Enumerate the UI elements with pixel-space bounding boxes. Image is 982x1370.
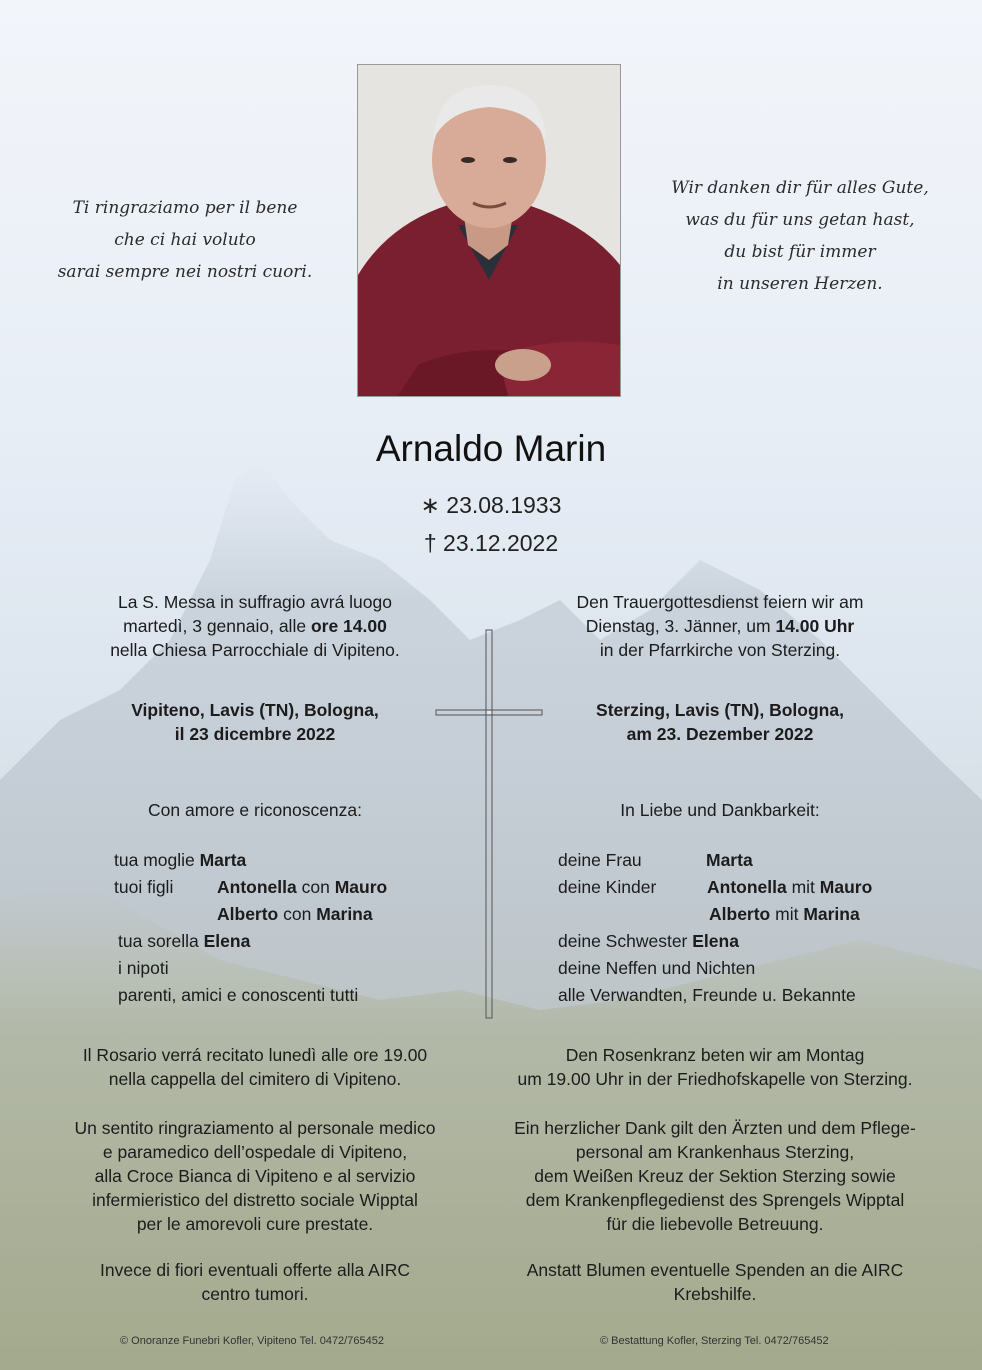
german-thanks-line: für die liebevolle Betreuung. bbox=[606, 1214, 824, 1234]
german-date: am 23. Dezember 2022 bbox=[626, 724, 814, 744]
family-label bbox=[114, 847, 246, 874]
german-mass-time: 14.00 Uhr bbox=[775, 616, 855, 636]
spouse-name: Marina bbox=[803, 904, 860, 924]
family-row bbox=[558, 928, 918, 955]
german-rosary bbox=[480, 1043, 950, 1091]
spouse-name: Mauro bbox=[334, 877, 388, 897]
family-row bbox=[558, 982, 918, 1009]
sister-label: deine Schwester bbox=[558, 931, 693, 951]
italian-rosary bbox=[40, 1043, 470, 1091]
nephews-label: deine Neffen und Nichten bbox=[558, 958, 756, 978]
italian-flowers bbox=[40, 1258, 470, 1306]
family-row bbox=[114, 982, 454, 1009]
portrait-photo bbox=[357, 64, 621, 397]
german-quote-line: du bist für immer bbox=[724, 242, 876, 262]
sister-entry bbox=[558, 928, 739, 955]
connector: con bbox=[296, 877, 335, 897]
german-mass-info bbox=[520, 590, 920, 662]
italian-mass-line: nella Chiesa Parrocchiale di Vipiteno. bbox=[110, 640, 400, 660]
italian-mass-time: ore 14.00 bbox=[310, 616, 387, 636]
relatives-label: alle Verwandten, Freunde u. Bekannte bbox=[558, 985, 856, 1005]
german-mass-line: in der Pfarrkirche von Sterzing. bbox=[599, 640, 841, 660]
family-row bbox=[114, 928, 454, 955]
italian-place-date bbox=[60, 698, 450, 746]
birth-date: ∗ 23.08.1933 bbox=[420, 492, 562, 518]
italian-family-list bbox=[114, 847, 454, 1009]
child-entry bbox=[707, 874, 872, 901]
german-quote-line: was du für uns getan hast, bbox=[685, 210, 915, 230]
wife-label: tua moglie bbox=[114, 850, 200, 870]
family-row bbox=[558, 901, 918, 928]
italian-flowers-line: centro tumori. bbox=[201, 1284, 309, 1304]
sister-name: Elena bbox=[203, 931, 251, 951]
italian-rosary-line: Il Rosario verrá recitato lunedì alle ore 19.00 bbox=[82, 1045, 428, 1065]
connector: mit bbox=[770, 904, 804, 924]
italian-place: Vipiteno, Lavis (TN), Bologna, bbox=[131, 700, 379, 720]
german-family-list bbox=[558, 847, 918, 1009]
italian-mass-info bbox=[60, 590, 450, 662]
wife-label: deine Frau bbox=[558, 850, 642, 870]
german-flowers-line: Anstatt Blumen eventuelle Spenden an die AIRC bbox=[526, 1260, 904, 1280]
german-mass-line: Den Trauergottesdienst feiern wir am bbox=[576, 592, 864, 612]
german-rosary-line: Den Rosenkranz beten wir am Montag bbox=[565, 1045, 865, 1065]
german-mass-date: Dienstag, 3. Jänner, um bbox=[585, 616, 776, 636]
german-quote-line: Wir danken dir für alles Gute, bbox=[671, 178, 929, 198]
german-thanks-line: dem Krankenpflegedienst des Sprengels Wipptal bbox=[525, 1190, 905, 1210]
german-quote-line: in unseren Herzen. bbox=[717, 274, 883, 294]
italian-footer: © Onoranze Funebri Kofler, Vipiteno Tel. 0472/765452 bbox=[120, 1335, 384, 1347]
family-row bbox=[558, 955, 918, 982]
german-thanks-line: dem Weißen Kreuz der Sektion Sterzing sowie bbox=[534, 1166, 896, 1186]
children-label: deine Kinder bbox=[558, 877, 657, 897]
wife-name: Marta bbox=[199, 850, 247, 870]
italian-date: il 23 dicembre 2022 bbox=[174, 724, 336, 744]
italian-quote-line: che ci hai voluto bbox=[114, 230, 256, 250]
nephews-label: i nipoti bbox=[118, 958, 169, 978]
italian-quote-line: sarai sempre nei nostri cuori. bbox=[57, 262, 313, 282]
german-love-heading: In Liebe und Dankbarkeit: bbox=[620, 800, 820, 820]
sister-label: tua sorella bbox=[118, 931, 204, 951]
wife-name: Marta bbox=[706, 850, 753, 870]
italian-mass-date: martedì, 3 gennaio, alle bbox=[123, 616, 311, 636]
german-thanks-line: personal am Krankenhaus Sterzing, bbox=[575, 1142, 855, 1162]
deceased-name: Arnaldo Marin bbox=[375, 428, 607, 469]
spouse-name: Mauro bbox=[819, 877, 873, 897]
family-row bbox=[558, 847, 918, 874]
child-name: Alberto bbox=[709, 904, 771, 924]
portrait-illustration bbox=[358, 65, 620, 396]
german-place: Sterzing, Lavis (TN), Bologna, bbox=[596, 700, 844, 720]
child-entry bbox=[217, 901, 373, 928]
german-thanks bbox=[480, 1116, 950, 1236]
death-date: † 23.12.2022 bbox=[423, 530, 559, 556]
child-entry bbox=[217, 874, 387, 901]
relatives-label: parenti, amici e conoscenti tutti bbox=[118, 985, 359, 1005]
italian-thanks-line: Un sentito ringraziamento al personale medico bbox=[74, 1118, 436, 1138]
italian-thanks-line: infermieristico del distretto sociale Wipptal bbox=[92, 1190, 418, 1210]
connector: mit bbox=[786, 877, 820, 897]
italian-thanks-line: e paramedico dell’ospedale di Vipiteno, bbox=[102, 1142, 408, 1162]
child-name: Antonella bbox=[707, 877, 787, 897]
italian-rosary-line: nella cappella del cimitero di Vipiteno. bbox=[108, 1069, 402, 1089]
german-flowers-line: Krebshilfe. bbox=[673, 1284, 757, 1304]
italian-thanks bbox=[40, 1116, 470, 1236]
children-label: tuoi figli bbox=[114, 877, 174, 897]
family-row bbox=[558, 874, 918, 901]
italian-flowers-line: Invece di fiori eventuali offerte alla AIRC bbox=[100, 1260, 410, 1280]
family-row bbox=[114, 874, 454, 901]
connector: con bbox=[278, 904, 317, 924]
german-quote bbox=[650, 172, 950, 300]
family-row bbox=[114, 955, 454, 982]
german-rosary-line: um 19.00 Uhr in der Friedhofskapelle von Sterzing. bbox=[517, 1069, 913, 1089]
sister-entry bbox=[118, 928, 250, 955]
child-entry bbox=[709, 901, 860, 928]
italian-thanks-line: alla Croce Bianca di Vipiteno e al servizio bbox=[94, 1166, 416, 1186]
german-mass-line bbox=[520, 614, 920, 638]
italian-mass-line: La S. Messa in suffragio avrá luogo bbox=[117, 592, 392, 612]
german-footer: © Bestattung Kofler, Sterzing Tel. 0472/765452 bbox=[600, 1335, 829, 1347]
family-row bbox=[114, 901, 454, 928]
german-place-date bbox=[520, 698, 920, 746]
family-row bbox=[114, 847, 454, 874]
german-flowers bbox=[480, 1258, 950, 1306]
italian-mass-line bbox=[60, 614, 450, 638]
italian-quote-line: Ti ringraziamo per il bene bbox=[72, 198, 298, 218]
german-thanks-line: Ein herzlicher Dank gilt den Ärzten und dem Pflege- bbox=[514, 1118, 916, 1138]
sister-name: Elena bbox=[692, 931, 739, 951]
italian-thanks-line: per le amorevoli cure prestate. bbox=[136, 1214, 374, 1234]
child-name: Alberto bbox=[217, 904, 279, 924]
spouse-name: Marina bbox=[316, 904, 373, 924]
child-name: Antonella bbox=[217, 877, 297, 897]
italian-love-heading: Con amore e riconoscenza: bbox=[148, 800, 362, 820]
italian-quote bbox=[40, 192, 330, 288]
